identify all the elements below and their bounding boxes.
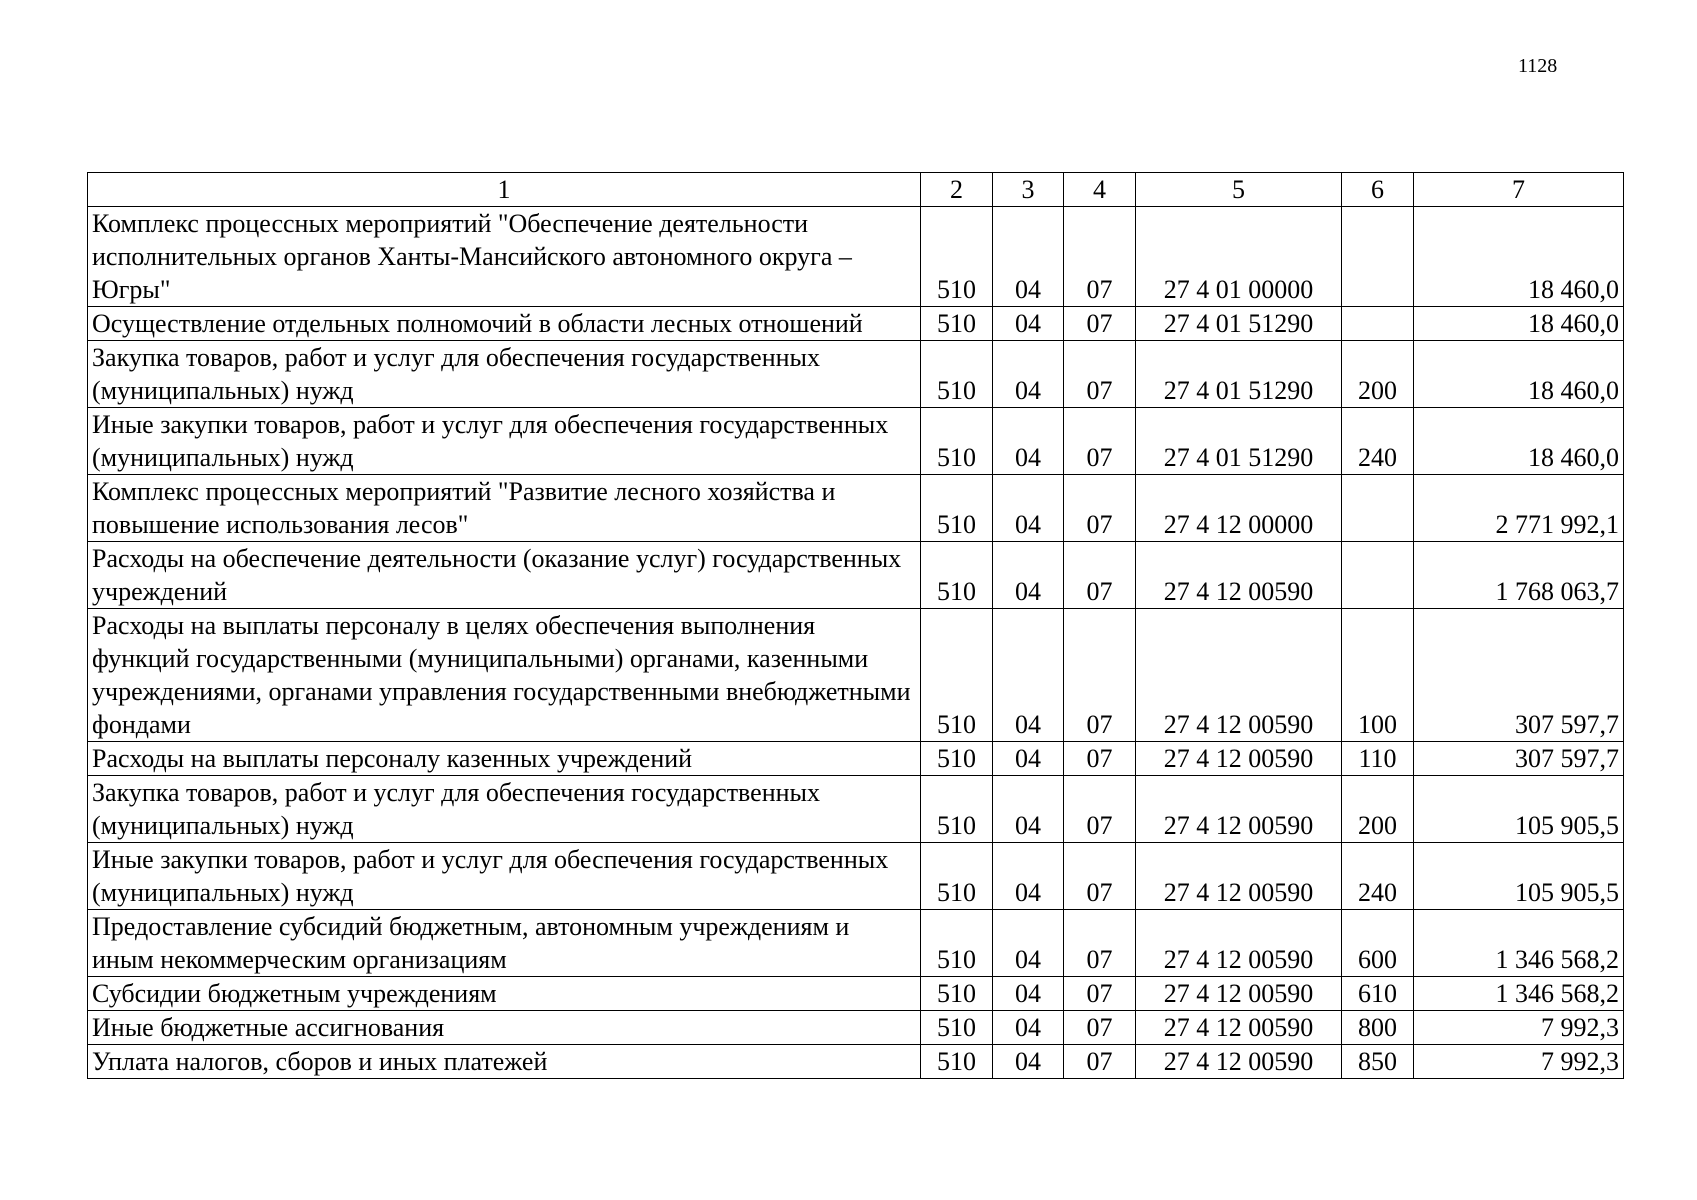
- row-name: Иные бюджетные ассигнования: [88, 1011, 921, 1045]
- row-col-5: 27 4 12 00590: [1136, 977, 1342, 1011]
- row-col-6: [1342, 307, 1414, 341]
- row-col-4: 07: [1064, 1045, 1136, 1079]
- row-col-3: 04: [993, 609, 1064, 742]
- table-row: [88, 1045, 1624, 1079]
- row-col-4: 07: [1064, 843, 1136, 910]
- row-col-3: 04: [993, 341, 1064, 408]
- row-col-4: 07: [1064, 207, 1136, 307]
- row-name: Закупка товаров, работ и услуг для обеспечения государственных (муниципальных) нужд: [88, 776, 921, 843]
- row-col-6: 100: [1342, 609, 1414, 742]
- table-row: [88, 408, 1624, 475]
- table-row: [88, 609, 1624, 742]
- table-row: [88, 475, 1624, 542]
- header-col-2: 2: [921, 173, 993, 207]
- row-col-3: 04: [993, 1045, 1064, 1079]
- table-body: [88, 207, 1624, 1079]
- row-col-2: 510: [921, 1045, 993, 1079]
- row-name: Субсидии бюджетным учреждениям: [88, 977, 921, 1011]
- table-row: [88, 307, 1624, 341]
- row-col-4: 07: [1064, 776, 1136, 843]
- row-amount: 1 346 568,2: [1414, 910, 1624, 977]
- row-col-4: 07: [1064, 1011, 1136, 1045]
- row-amount: 18 460,0: [1414, 408, 1624, 475]
- row-col-2: 510: [921, 910, 993, 977]
- header-col-1: 1: [88, 173, 921, 207]
- row-col-3: 04: [993, 475, 1064, 542]
- row-col-6: 110: [1342, 742, 1414, 776]
- row-col-2: 510: [921, 609, 993, 742]
- row-col-6: 240: [1342, 408, 1414, 475]
- table-row: [88, 207, 1624, 307]
- page-number: 1128: [1518, 55, 1558, 77]
- row-col-2: 510: [921, 475, 993, 542]
- row-col-3: 04: [993, 742, 1064, 776]
- row-col-5: 27 4 01 51290: [1136, 408, 1342, 475]
- row-col-6: 200: [1342, 776, 1414, 843]
- row-col-6: 850: [1342, 1045, 1414, 1079]
- row-col-5: 27 4 12 00590: [1136, 1011, 1342, 1045]
- header-col-4: 4: [1064, 173, 1136, 207]
- row-col-5: 27 4 01 51290: [1136, 307, 1342, 341]
- row-amount: 7 992,3: [1414, 1045, 1624, 1079]
- row-name: Закупка товаров, работ и услуг для обеспечения государственных (муниципальных) нужд: [88, 341, 921, 408]
- row-col-2: 510: [921, 1011, 993, 1045]
- row-col-5: 27 4 12 00000: [1136, 475, 1342, 542]
- row-amount: 1 768 063,7: [1414, 542, 1624, 609]
- row-col-6: [1342, 542, 1414, 609]
- row-col-5: 27 4 12 00590: [1136, 776, 1342, 843]
- row-col-3: 04: [993, 910, 1064, 977]
- row-col-6: 610: [1342, 977, 1414, 1011]
- table-row: [88, 1011, 1624, 1045]
- row-col-5: 27 4 12 00590: [1136, 910, 1342, 977]
- row-col-2: 510: [921, 742, 993, 776]
- table-row: [88, 776, 1624, 843]
- row-col-5: 27 4 12 00590: [1136, 542, 1342, 609]
- header-row: [88, 173, 1624, 207]
- row-name: Расходы на выплаты персоналу казенных учреждений: [88, 742, 921, 776]
- row-col-3: 04: [993, 776, 1064, 843]
- row-name: Иные закупки товаров, работ и услуг для обеспечения государственных (муниципальных) нужд: [88, 843, 921, 910]
- table-row: [88, 977, 1624, 1011]
- row-name: Предоставление субсидий бюджетным, автономным учреждениям и иным некоммерческим организациям: [88, 910, 921, 977]
- header-col-6: 6: [1342, 173, 1414, 207]
- row-col-6: [1342, 207, 1414, 307]
- header-col-5: 5: [1136, 173, 1342, 207]
- row-col-3: 04: [993, 207, 1064, 307]
- row-col-6: 240: [1342, 843, 1414, 910]
- row-col-3: 04: [993, 1011, 1064, 1045]
- row-col-4: 07: [1064, 408, 1136, 475]
- row-col-2: 510: [921, 307, 993, 341]
- row-col-4: 07: [1064, 609, 1136, 742]
- row-col-5: 27 4 12 00590: [1136, 742, 1342, 776]
- row-name: Комплекс процессных мероприятий "Развитие лесного хозяйства и повышение использования лесов": [88, 475, 921, 542]
- row-col-6: 800: [1342, 1011, 1414, 1045]
- row-name: Комплекс процессных мероприятий "Обеспечение деятельности исполнительных органов Ханты-Мансийского автономного округа – Югры": [88, 207, 921, 307]
- budget-table: [87, 172, 1624, 1079]
- row-col-4: 07: [1064, 475, 1136, 542]
- row-col-3: 04: [993, 977, 1064, 1011]
- row-col-5: 27 4 12 00590: [1136, 1045, 1342, 1079]
- row-col-4: 07: [1064, 977, 1136, 1011]
- row-amount: 7 992,3: [1414, 1011, 1624, 1045]
- row-col-2: 510: [921, 843, 993, 910]
- table-row: [88, 910, 1624, 977]
- table-row: [88, 341, 1624, 408]
- row-col-2: 510: [921, 542, 993, 609]
- row-amount: 105 905,5: [1414, 843, 1624, 910]
- row-col-6: 600: [1342, 910, 1414, 977]
- row-amount: 1 346 568,2: [1414, 977, 1624, 1011]
- row-amount: 307 597,7: [1414, 609, 1624, 742]
- row-col-3: 04: [993, 307, 1064, 341]
- header-col-3: 3: [993, 173, 1064, 207]
- row-col-4: 07: [1064, 542, 1136, 609]
- row-name: Иные закупки товаров, работ и услуг для обеспечения государственных (муниципальных) нужд: [88, 408, 921, 475]
- row-col-2: 510: [921, 341, 993, 408]
- table-row: [88, 843, 1624, 910]
- row-name: Расходы на выплаты персоналу в целях обеспечения выполнения функций государственными (муниципальными) органами, казенными учреждениями, органами управления государственными внебюджетными фондами: [88, 609, 921, 742]
- row-col-5: 27 4 01 51290: [1136, 341, 1342, 408]
- row-col-5: 27 4 12 00590: [1136, 609, 1342, 742]
- row-col-4: 07: [1064, 307, 1136, 341]
- row-amount: 2 771 992,1: [1414, 475, 1624, 542]
- row-col-6: 200: [1342, 341, 1414, 408]
- row-amount: 18 460,0: [1414, 307, 1624, 341]
- row-col-2: 510: [921, 776, 993, 843]
- row-amount: 18 460,0: [1414, 207, 1624, 307]
- header-col-7: 7: [1414, 173, 1624, 207]
- row-col-2: 510: [921, 977, 993, 1011]
- row-col-5: 27 4 12 00590: [1136, 843, 1342, 910]
- table-row: [88, 742, 1624, 776]
- row-col-2: 510: [921, 207, 993, 307]
- row-name: Осуществление отдельных полномочий в области лесных отношений: [88, 307, 921, 341]
- row-amount: 18 460,0: [1414, 341, 1624, 408]
- row-col-6: [1342, 475, 1414, 542]
- row-col-4: 07: [1064, 910, 1136, 977]
- row-col-3: 04: [993, 843, 1064, 910]
- row-amount: 307 597,7: [1414, 742, 1624, 776]
- row-col-4: 07: [1064, 341, 1136, 408]
- row-col-3: 04: [993, 542, 1064, 609]
- row-amount: 105 905,5: [1414, 776, 1624, 843]
- table-row: [88, 542, 1624, 609]
- row-col-4: 07: [1064, 742, 1136, 776]
- row-col-3: 04: [993, 408, 1064, 475]
- row-name: Расходы на обеспечение деятельности (оказание услуг) государственных учреждений: [88, 542, 921, 609]
- row-name: Уплата налогов, сборов и иных платежей: [88, 1045, 921, 1079]
- row-col-5: 27 4 01 00000: [1136, 207, 1342, 307]
- row-col-2: 510: [921, 408, 993, 475]
